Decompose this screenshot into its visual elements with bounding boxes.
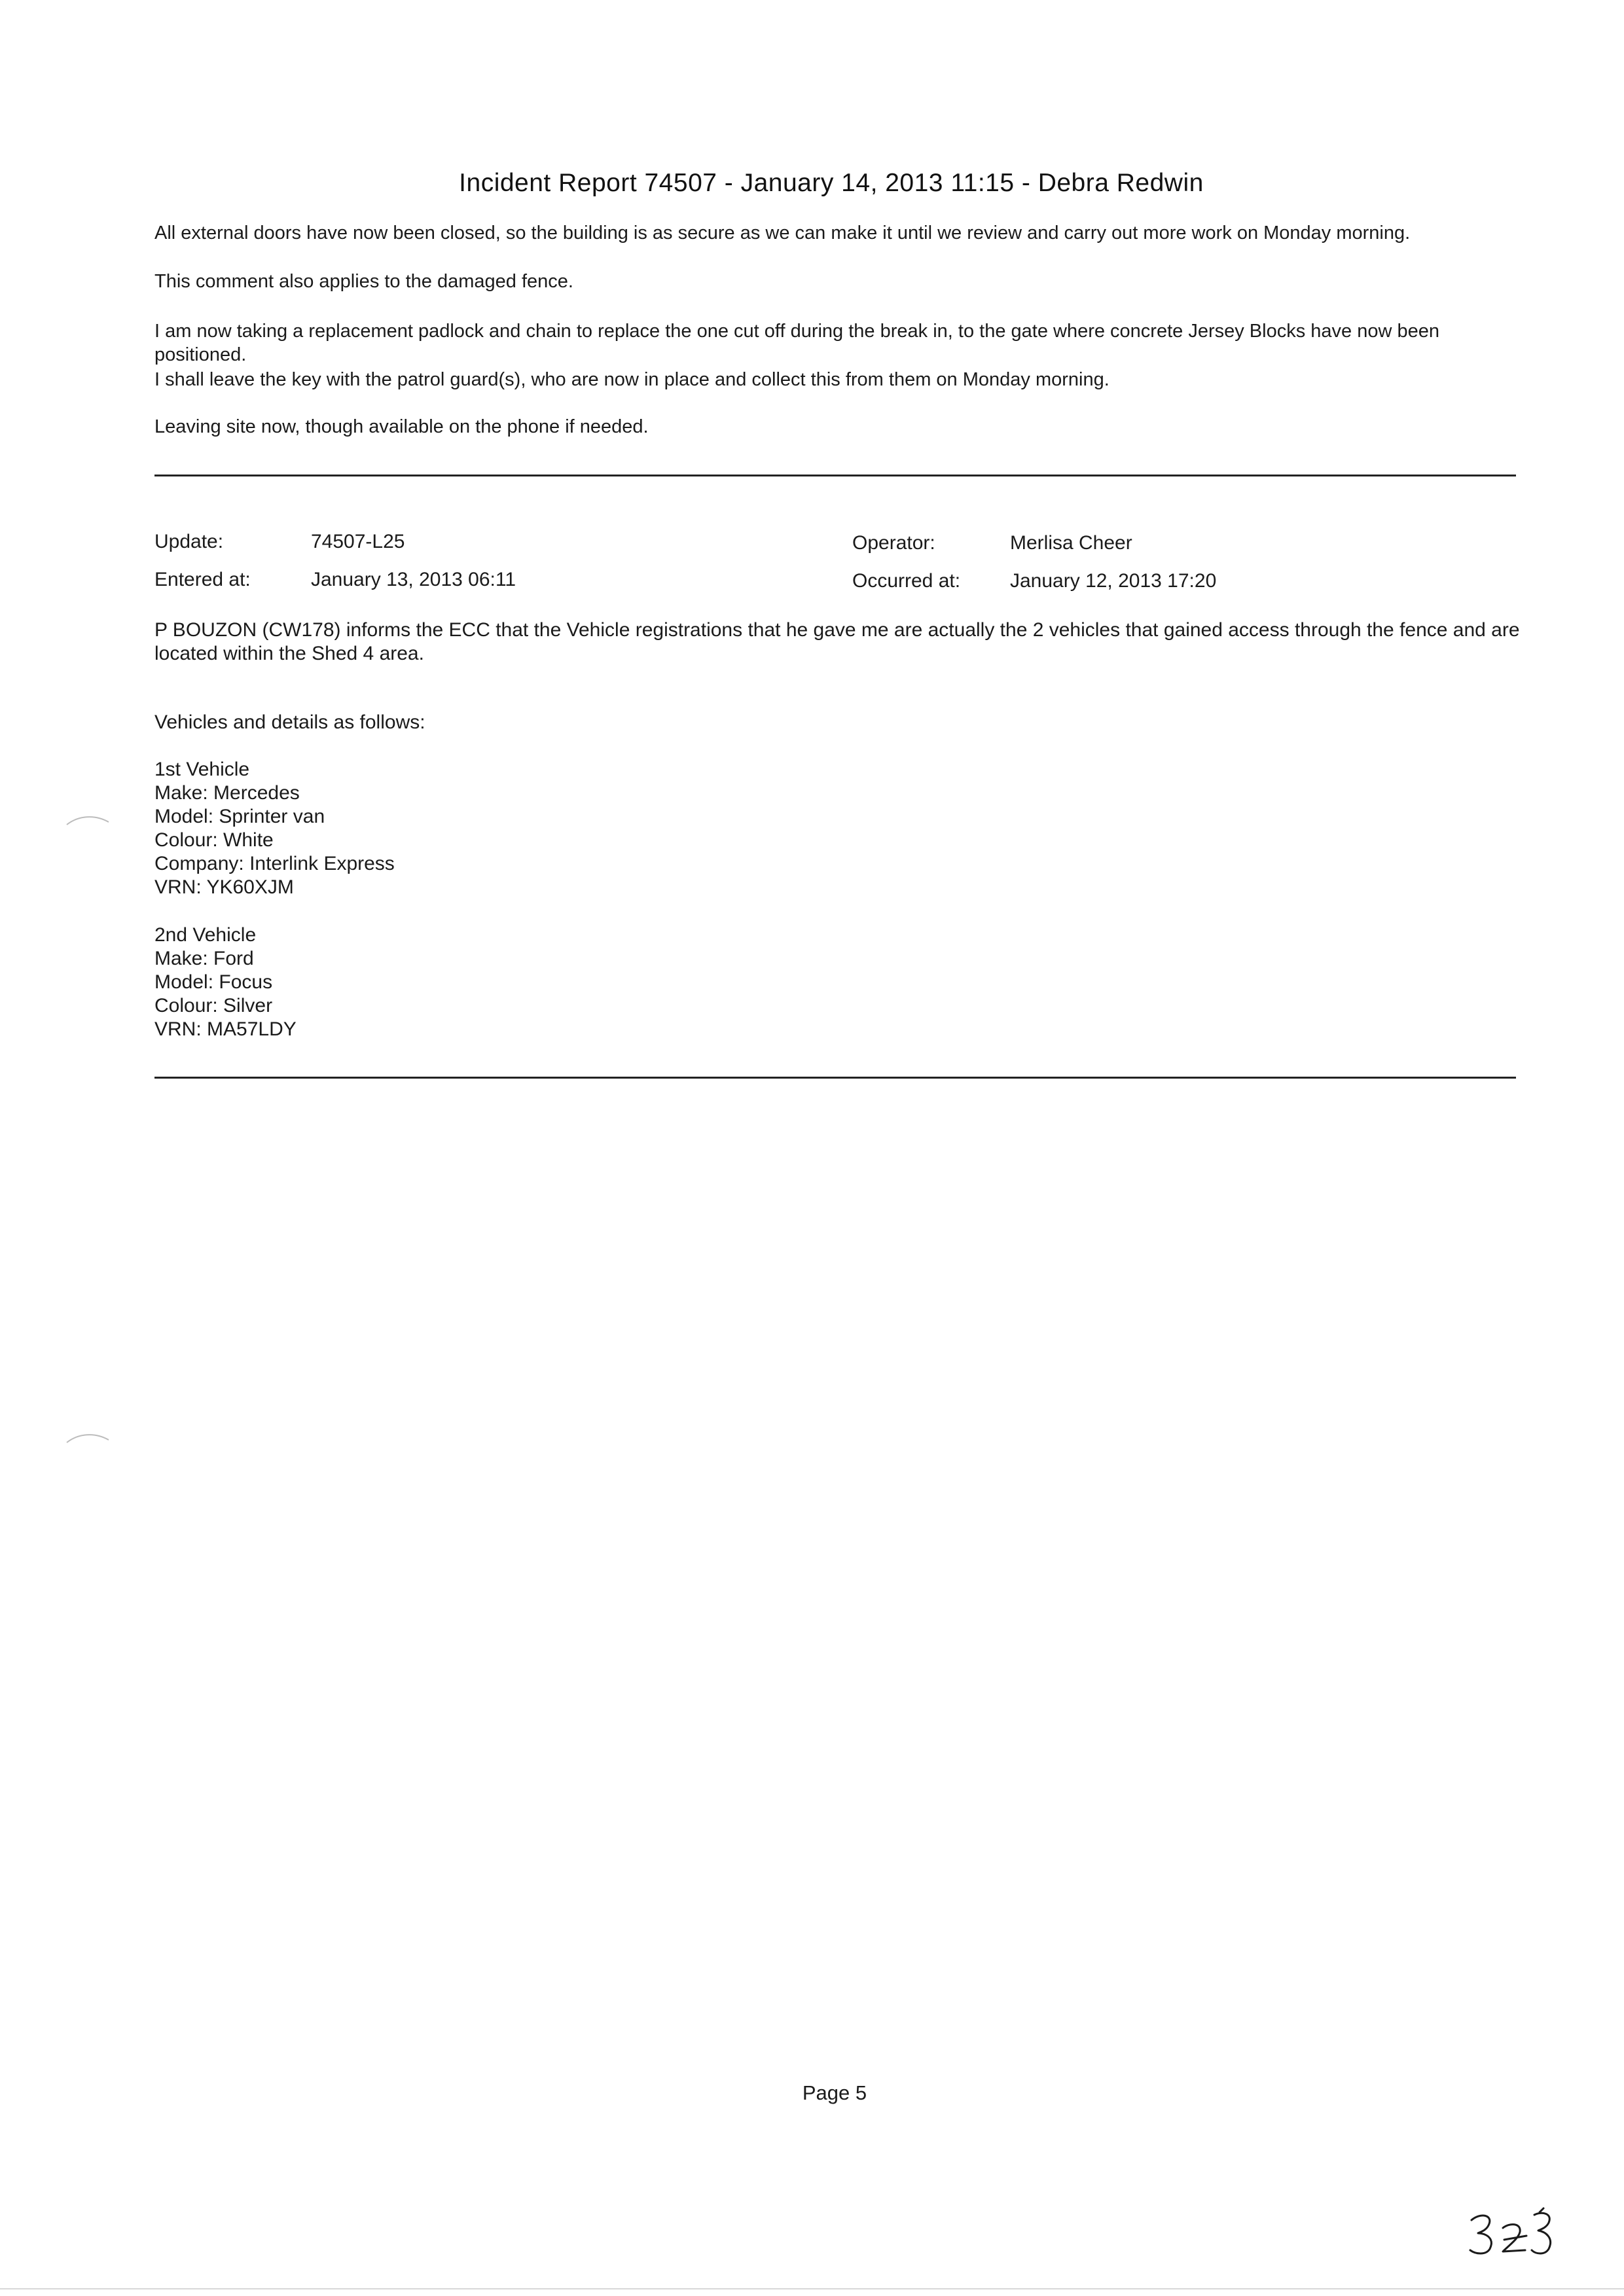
operator-value: Merlisa Cheer: [1010, 532, 1132, 554]
vehicle-vrn: VRN: YK60XJM: [154, 876, 294, 898]
vehicle-colour: Colour: White: [154, 829, 274, 851]
vehicle-model: Model: Sprinter van: [154, 806, 325, 827]
operator-label: Operator:: [852, 532, 935, 554]
scan-artifact-icon: [65, 810, 111, 830]
update-description: P BOUZON (CW178) informs the ECC that the Vehicle registrations that he gave me are actually the 2 vehicles that gained access through the fence and are located within the Shed 4 area.: [154, 619, 1520, 664]
report-paragraph-doors: All external doors have now been closed, so the building is as secure as we can make it until we review and carry out more work on Monday morning.: [154, 223, 1411, 243]
vehicles-intro: Vehicles and details as follows:: [154, 711, 425, 733]
entered-at-label: Entered at:: [154, 569, 251, 590]
report-paragraph-key: I shall leave the key with the patrol guard(s), who are now in place and collect this from them on Monday morning.: [154, 369, 1110, 390]
vehicle-make: Make: Mercedes: [154, 782, 300, 804]
section-divider: [154, 475, 1516, 476]
vehicle-details: [154, 924, 297, 1041]
scan-artifact-icon: [65, 1428, 111, 1448]
report-paragraph-padlock: I am now taking a replacement padlock and chain to replace the one cut off during the break in, to the gate where concrete Jersey Blocks have now been positioned.: [154, 321, 1439, 365]
report-paragraph-leaving: Leaving site now, though available on the phone if needed.: [154, 416, 649, 437]
page-number: Page 5: [802, 2081, 867, 2104]
occurred-at-value: January 12, 2013 17:20: [1010, 570, 1217, 592]
vehicle-make: Make: Ford: [154, 948, 254, 969]
vehicle-company: Company: Interlink Express: [154, 853, 395, 874]
report-paragraph-fence: This comment also applies to the damaged fence.: [154, 271, 573, 292]
update-label: Update:: [154, 531, 224, 552]
vehicle-heading: 1st Vehicle: [154, 759, 250, 780]
entered-at-value: January 13, 2013 06:11: [311, 569, 516, 590]
vehicle-model: Model: Focus: [154, 971, 273, 993]
vehicle-heading: 2nd Vehicle: [154, 924, 257, 946]
section-divider: [154, 1077, 1516, 1079]
vehicle-details: [154, 758, 395, 899]
vehicle-colour: Colour: Silver: [154, 995, 273, 1016]
update-value: 74507-L25: [311, 531, 405, 552]
scan-edge-line: [0, 2288, 1624, 2289]
report-title: Incident Report 74507 - January 14, 2013 11:15 - Debra Redwin: [459, 169, 1204, 197]
handwritten-page-number: [1466, 2206, 1564, 2265]
occurred-at-label: Occurred at:: [852, 570, 961, 592]
vehicle-vrn: VRN: MA57LDY: [154, 1018, 297, 1040]
